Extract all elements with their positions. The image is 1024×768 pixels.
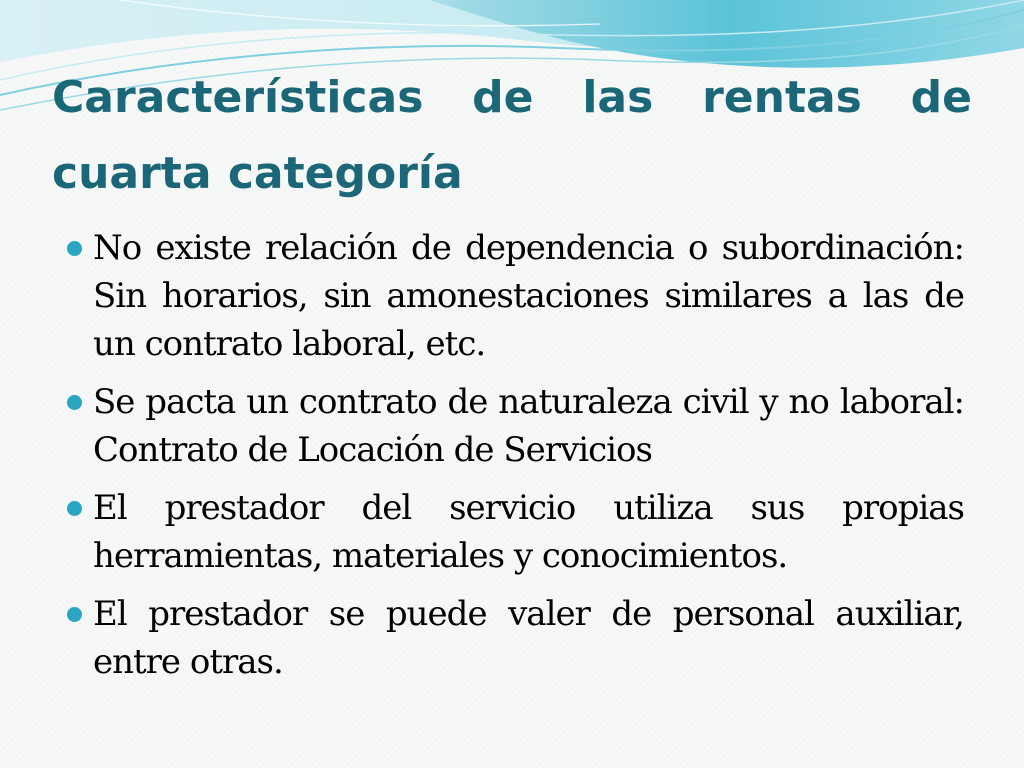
- list-item: [60, 378, 964, 474]
- bullet-icon: [67, 501, 82, 516]
- list-item: [60, 484, 964, 580]
- list-item: [60, 590, 964, 686]
- bullet-text: No existe relación de dependencia o subordinación: Sin horarios, sin amonestaciones similares a las de un contrato laboral, etc.: [93, 228, 964, 364]
- bullet-text: Se pacta un contrato de naturaleza civil y no laboral: Contrato de Locación de Servicios: [93, 382, 964, 470]
- list-item: [60, 224, 964, 368]
- bullet-text: El prestador se puede valer de personal auxiliar, entre otras.: [93, 594, 964, 682]
- bullet-icon: [67, 241, 82, 256]
- bullet-list: [60, 224, 964, 696]
- bullet-icon: [67, 607, 82, 622]
- slide-title: Características de las rentas de cuarta categoría: [52, 72, 972, 199]
- bullet-icon: [67, 395, 82, 410]
- bullet-text: El prestador del servicio utiliza sus propias herramientas, materiales y conocimientos.: [93, 488, 964, 576]
